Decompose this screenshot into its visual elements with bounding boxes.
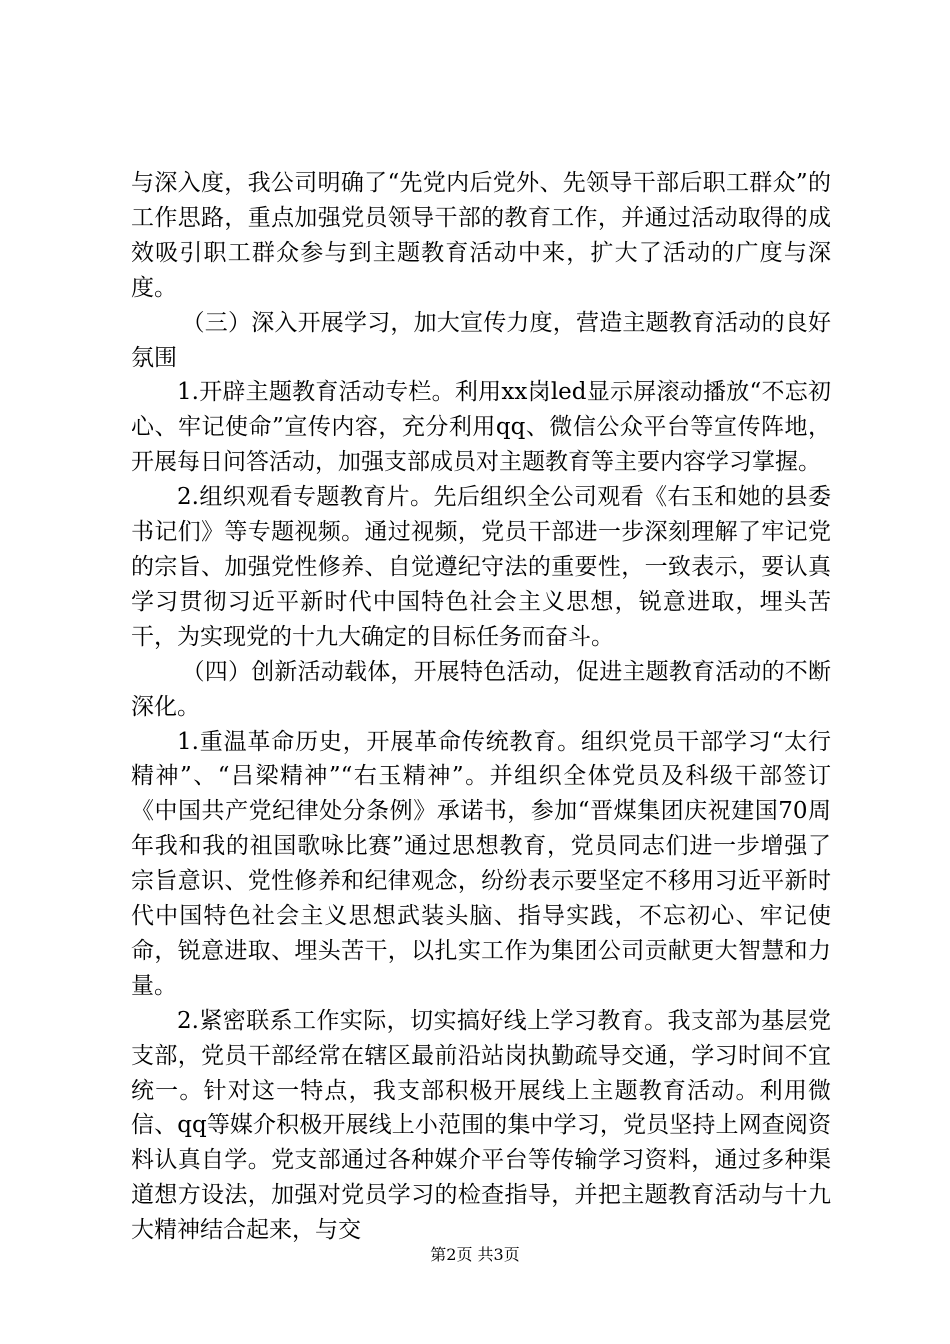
paragraph-item-4-2: 2.紧密联系工作实际，切实搞好线上学习教育。我支部为基层党支部，党员干部经常在辖区最前沿站岗执勤疏导交通，学习时间不宜统一。针对这一特点，我支部积极开展线上主题教育活动。利用微信、qq等媒介积极开展线上小范围的集中学习，党员坚持上网查阅资料认真自学。党支部通过各种媒介平台等传输学习资料，通过多种渠道想方设法，加强对党员学习的检查指导，并把主题教育活动与十九大精神结合起来，与交 (131, 1007, 831, 1244)
page-number: 第2页 共3页 (430, 1245, 520, 1264)
section-heading-4: （四）创新活动载体，开展特色活动，促进主题教育活动的不断深化。 (131, 658, 831, 720)
page-footer (0, 1245, 950, 1265)
paragraph-item-3-1: 1.开辟主题教育活动专栏。利用xx岗led显示屏滚动播放“不忘初心、牢记使命”宣传内容，充分利用qq、微信公众平台等宣传阵地，开展每日问答活动，加强支部成员对主题教育等主要内容学习掌握。 (131, 379, 831, 476)
section-heading-3: （三）深入开展学习，加大宣传力度，营造主题教育活动的良好氛围 (131, 309, 831, 371)
document-body (131, 166, 831, 1248)
paragraph-item-4-1: 1.重温革命历史，开展革命传统教育。组织党员干部学习“太行精神”、“吕梁精神”“右玉精神”。并组织全体党员及科级干部签订《中国共产党纪律处分条例》承诺书，参加“晋煤集团庆祝建国70周年我和我的祖国歌咏比赛”通过思想教育，党员同志们进一步增强了宗旨意识、党性修养和纪律观念，纷纷表示要坚定不移用习近平新时代中国特色社会主义思想武装头脑、指导实践，不忘初心、牢记使命，锐意进取、埋头苦干，以扎实工作为集团公司贡献更大智慧和力量。 (131, 728, 831, 999)
paragraph-item-3-2: 2.组织观看专题教育片。先后组织全公司观看《右玉和她的县委书记们》等专题视频。通过视频，党员干部进一步深刻理解了牢记党的宗旨、加强党性修养、自觉遵纪守法的重要性，一致表示，要认真学习贯彻习近平新时代中国特色社会主义思想，锐意进取，埋头苦干，为实现党的十九大确定的目标任务而奋斗。 (131, 484, 831, 650)
paragraph-continuation: 与深入度，我公司明确了“先党内后党外、先领导干部后职工群众”的工作思路，重点加强党员领导干部的教育工作，并通过活动取得的成效吸引职工群众参与到主题教育活动中来，扩大了活动的广度与深度。 (131, 170, 831, 301)
